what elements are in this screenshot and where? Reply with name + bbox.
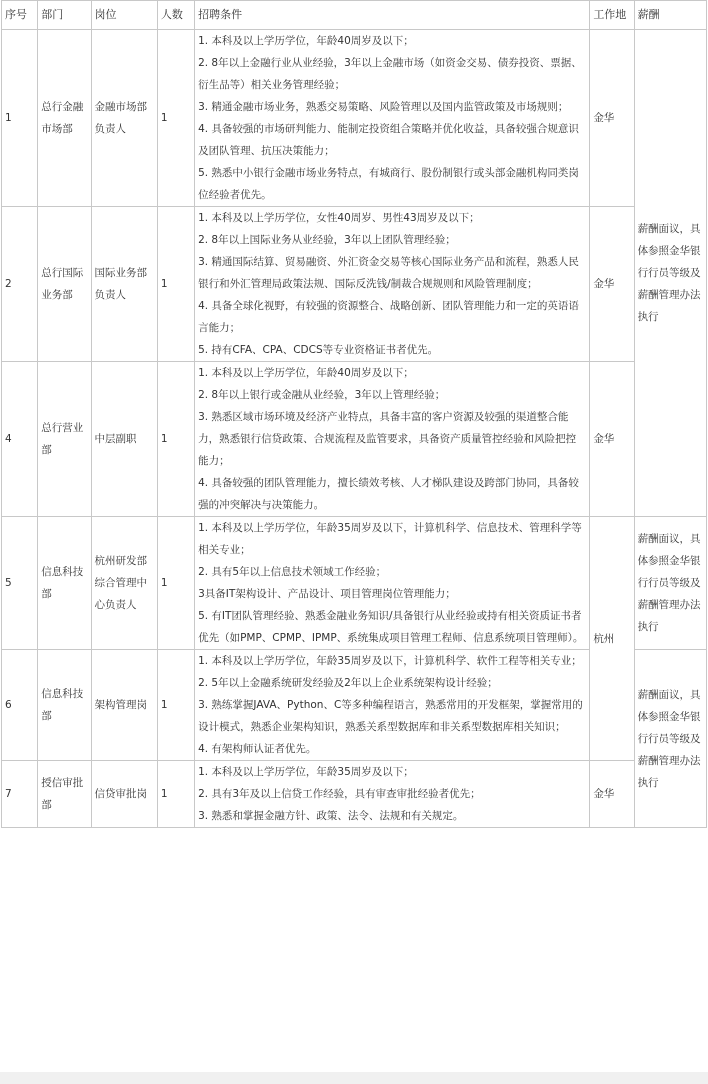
requirement-line: 1. 本科及以上学历学位，年龄35周岁及以下； (198, 766, 414, 778)
row-requirements (195, 362, 590, 517)
header-count: 人数 (157, 1, 194, 30)
table-row (2, 517, 707, 650)
row-position: 架构管理岗 (91, 650, 157, 761)
header-position: 岗位 (91, 1, 157, 30)
row-salary: 薪酬面议，具体参照金华银行行员等级及薪酬管理办法执行 (634, 517, 706, 650)
row-requirements (195, 30, 590, 207)
requirement-line: 3. 熟练掌握JAVA、Python、C等多种编程语言，熟悉常用的开发框架，掌握常用的设计模式，熟悉企业架构知识，熟悉关系型数据库和非关系型数据库相关知识； (198, 699, 583, 733)
requirement-line: 3. 精通国际结算、贸易融资、外汇资金交易等核心国际业务产品和流程，熟悉人民银行和外汇管理局政策法规、国际反洗钱/制裁合规规则和风险管理制度； (198, 256, 579, 290)
requirement-line: 5. 持有CFA、CPA、CDCS等专业资格证书者优先。 (198, 344, 439, 356)
row-count: 1 (157, 207, 194, 362)
row-dept: 总行国际业务部 (38, 207, 91, 362)
requirement-line: 1. 本科及以上学历学位，女性40周岁、男性43周岁及以下； (198, 212, 480, 224)
row-position: 中层副职 (91, 362, 157, 517)
row-location: 金华 (590, 207, 634, 362)
requirement-line: 1. 本科及以上学历学位，年龄35周岁及以下，计算机科学、软件工程等相关专业； (198, 655, 582, 667)
requirement-line: 4. 有架构师认证者优先。 (198, 743, 317, 755)
row-count: 1 (157, 761, 194, 828)
row-no: 4 (2, 362, 38, 517)
requirement-line: 2. 8年以上金融行业从业经验，3年以上金融市场（如资金交易、债券投资、票据、衍生品等）相关业务管理经验； (198, 57, 582, 91)
row-salary: 薪酬面议，具体参照金华银行行员等级及薪酬管理办法执行 (634, 650, 706, 828)
row-location: 金华 (590, 30, 634, 207)
requirement-line: 5. 熟悉中小银行金融市场业务特点，有城商行、股份制银行或头部金融机构同类岗位经验者优先。 (198, 167, 579, 201)
row-count: 1 (157, 517, 194, 650)
requirement-line: 2. 5年以上金融系统研发经验及2年以上企业系统架构设计经验； (198, 677, 498, 689)
row-location: 金华 (590, 362, 634, 517)
page-bottom-band (0, 1072, 708, 1084)
row-position: 杭州研发部综合管理中心负责人 (91, 517, 157, 650)
requirement-line: 4. 具备较强的市场研判能力、能制定投资组合策略并优化收益，具备较强合规意识及团队管理、抗压决策能力； (198, 123, 579, 157)
row-location: 金华 (590, 761, 634, 828)
table-header-row (2, 1, 707, 30)
header-requirements: 招聘条件 (195, 1, 590, 30)
row-count: 1 (157, 650, 194, 761)
row-count: 1 (157, 30, 194, 207)
requirement-line: 2. 具有5年以上信息技术领域工作经验； (198, 566, 387, 578)
row-no: 2 (2, 207, 38, 362)
row-location: 杭州 (590, 517, 634, 761)
row-no: 5 (2, 517, 38, 650)
header-no: 序号 (2, 1, 38, 30)
header-dept: 部门 (38, 1, 91, 30)
requirement-line: 3. 精通金融市场业务，熟悉交易策略、风险管理以及国内监管政策及市场规则； (198, 101, 569, 113)
requirement-line: 3具备IT架构设计、产品设计、项目管理岗位管理能力； (198, 588, 456, 600)
requirement-line: 3. 熟悉区域市场环境及经济产业特点，具备丰富的客户资源及较强的渠道整合能力，熟悉银行信贷政策、合规流程及监管要求，具备资产质量管控经验和风险把控能力； (198, 411, 577, 467)
recruitment-table (1, 0, 707, 828)
row-no: 1 (2, 30, 38, 207)
requirement-line: 2. 8年以上银行或金融从业经验，3年以上管理经验； (198, 389, 446, 401)
requirement-line: 4. 具备较强的团队管理能力，擅长绩效考核、人才梯队建设及跨部门协同，具备较强的冲突解决与决策能力。 (198, 477, 579, 511)
row-no: 6 (2, 650, 38, 761)
row-requirements (195, 517, 590, 650)
row-dept: 总行营业部 (38, 362, 91, 517)
row-position: 金融市场部负责人 (91, 30, 157, 207)
table-row (2, 30, 707, 207)
row-requirements (195, 761, 590, 828)
row-count: 1 (157, 362, 194, 517)
requirement-line: 2. 具有3年及以上信贷工作经验，具有审查审批经验者优先； (198, 788, 481, 800)
requirement-line: 2. 8年以上国际业务从业经验，3年以上团队管理经验； (198, 234, 456, 246)
row-requirements (195, 207, 590, 362)
header-salary: 薪酬 (634, 1, 706, 30)
table-row (2, 362, 707, 517)
requirement-line: 1. 本科及以上学历学位，年龄40周岁及以下； (198, 367, 414, 379)
requirement-line: 4. 具备全球化视野，有较强的资源整合、战略创新、团队管理能力和一定的英语语言能力； (198, 300, 579, 334)
requirement-line: 3. 熟悉和掌握金融方针、政策、法令、法规和有关规定。 (198, 810, 464, 822)
row-salary: 薪酬面议，具体参照金华银行行员等级及薪酬管理办法执行 (634, 30, 706, 517)
requirement-line: 5. 有IT团队管理经验、熟悉金融业务知识/具备银行从业经验或持有相关资质证书者优先（如PMP、CPMP、IPMP、系统集成项目管理工程师、信息系统项目管理师）。 (198, 610, 584, 644)
row-no: 7 (2, 761, 38, 828)
row-dept: 信息科技部 (38, 650, 91, 761)
table-row (2, 761, 707, 828)
row-dept: 信息科技部 (38, 517, 91, 650)
row-dept: 授信审批部 (38, 761, 91, 828)
header-location: 工作地 (590, 1, 634, 30)
row-position: 国际业务部负责人 (91, 207, 157, 362)
requirement-line: 1. 本科及以上学历学位，年龄35周岁及以下，计算机科学、信息技术、管理科学等相关专业； (198, 522, 582, 556)
table-row (2, 207, 707, 362)
row-position: 信贷审批岗 (91, 761, 157, 828)
row-dept: 总行金融市场部 (38, 30, 91, 207)
row-requirements (195, 650, 590, 761)
requirement-line: 1. 本科及以上学历学位，年龄40周岁及以下； (198, 35, 414, 47)
